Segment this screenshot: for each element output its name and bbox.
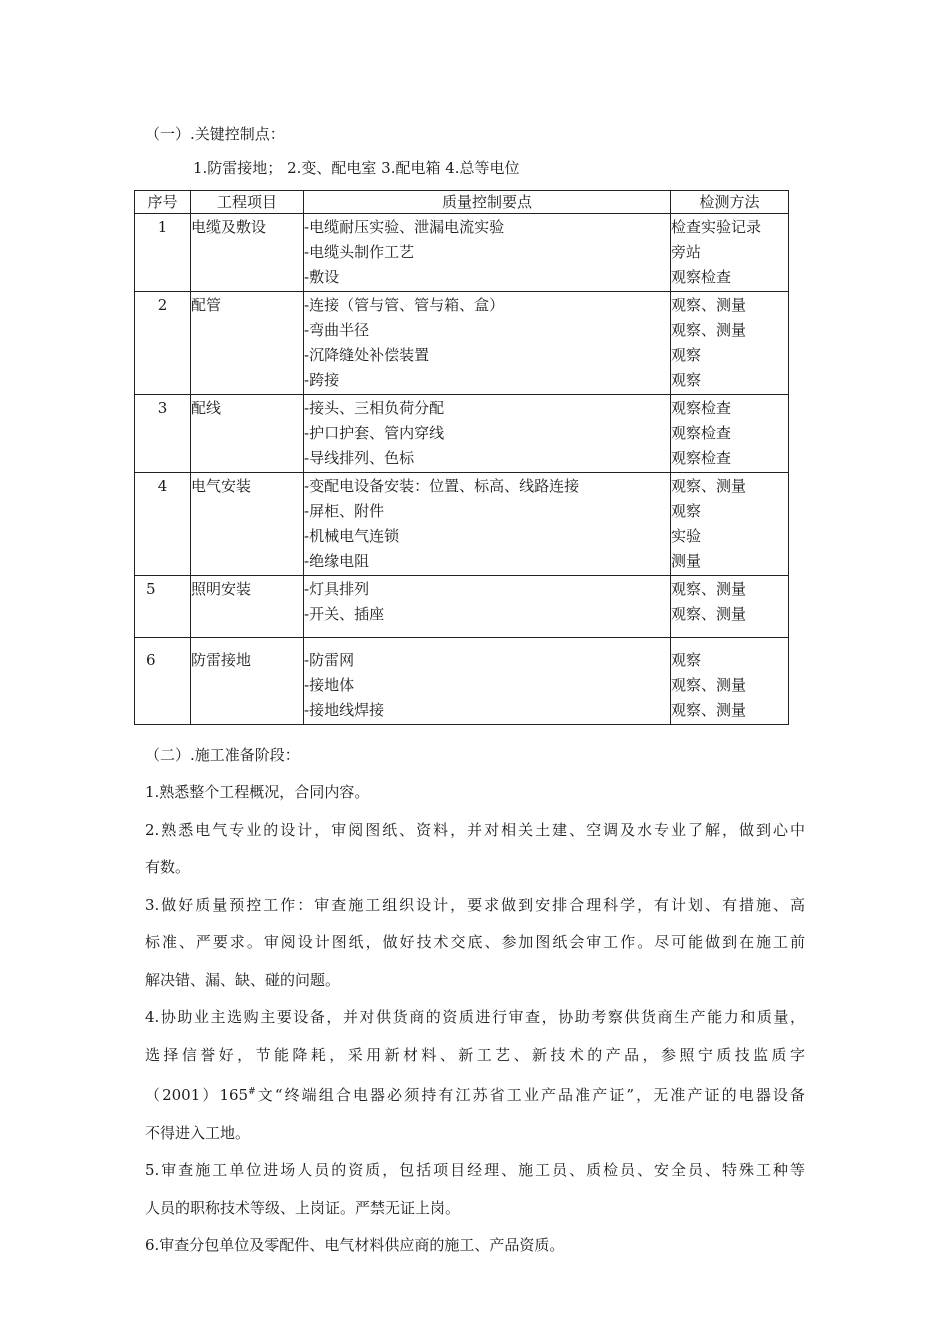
row-item: 电气安装 (191, 473, 304, 576)
prep-item-2-line: 2.熟悉电气专业的设计，审阅图纸、资料，并对相关土建、空调及水专业了解，做到心中 (145, 820, 805, 839)
row-number: 3 (135, 395, 191, 473)
row-number: 1 (135, 214, 191, 292)
section1-heading: （一）.关键控制点： (145, 125, 285, 143)
row-methods: 观察检查 观察检查 观察检查 (671, 395, 789, 473)
table-row (135, 473, 789, 576)
prep-item-5-line: 人员的职称技术等级、上岗证。严禁无证上岗。 (145, 1198, 461, 1217)
row-methods: 检查实验记录 旁站 观察检查 (671, 214, 789, 292)
prep-item-3-line: 标准、严要求。审阅设计图纸，做好技术交底、参加图纸会审工作。尽可能做到在施工前 (145, 933, 805, 951)
prep-item-4-line: 4.协助业主选购主要设备，并对供货商的资质进行审查，协助考察供货商生产能力和质量， (145, 1008, 805, 1026)
prep-item-3-line: 3.做好质量预控工作：审查施工组织设计，要求做到安排合理科学，有计划、有措施、高 (145, 895, 805, 914)
row-item: 配管 (191, 292, 304, 395)
table-row (135, 638, 789, 725)
row-methods: 观察、测量 观察、测量 (671, 576, 789, 638)
row-methods: 观察 观察、测量 观察、测量 (671, 638, 789, 725)
row-points: -连接（管与管、管与箱、盒） -弯曲半径 -沉降缝处补偿装置 -跨接 (304, 292, 671, 395)
row-number: 5 (135, 576, 191, 638)
row-item: 配线 (191, 395, 304, 473)
row-methods: 观察、测量 观察 实验 测量 (671, 473, 789, 576)
row-points: -变配电设备安装：位置、标高、线路连接 -屏柜、附件 -机械电气连锁 -绝缘电阻 (304, 473, 671, 576)
row-methods: 观察、测量 观察、测量 观察 观察 (671, 292, 789, 395)
prep-item-5-line: 5.审查施工单位进场人员的资质，包括项目经理、施工员、质检员、安全员、特殊工种等 (145, 1161, 805, 1179)
doc-quote: 文“终端组合电器必须持有江苏省工业产品准产证”，无准产证的电器设备 (255, 1086, 806, 1104)
key-control-points: 1.防雷接地； 2.变、配电室 3.配电箱 4.总等电位 (193, 159, 520, 177)
header-no: 序号 (135, 191, 191, 214)
table-row (135, 214, 789, 292)
table-row (135, 395, 789, 473)
row-item: 照明安装 (191, 576, 304, 638)
section2 (145, 743, 805, 1265)
row-item: 防雷接地 (191, 638, 304, 725)
header-points: 质量控制要点 (304, 191, 671, 214)
header-method: 检测方法 (671, 191, 789, 214)
table-header-row (135, 191, 789, 214)
row-points: -防雷网 -接地体 -接地线焊接 (304, 638, 671, 725)
row-points: -电缆耐压实验、泄漏电流实验 -电缆头制作工艺 -敷设 (304, 214, 671, 292)
table-row (135, 292, 789, 395)
prep-item-4-line: 选择信誉好，节能降耗，采用新材料、新工艺、新技术的产品，参照宁质技监质字 (145, 1045, 805, 1064)
row-number: 2 (135, 292, 191, 395)
prep-item-3-line: 解决错、漏、缺、碰的问题。 (145, 970, 341, 989)
doc-number: （2001）165 (145, 1086, 249, 1104)
header-item: 工程项目 (191, 191, 304, 214)
row-number: 6 (135, 638, 191, 725)
quality-control-table (134, 190, 789, 725)
doc-number-mark: # (248, 1087, 256, 1097)
row-item: 电缆及敷设 (191, 214, 304, 292)
prep-item-6: 6.审查分包单位及零配件、电气材料供应商的施工、产品资质。 (145, 1236, 565, 1254)
row-number: 4 (135, 473, 191, 576)
table-row (135, 576, 789, 638)
prep-item-2-line: 有数。 (145, 858, 191, 876)
section2-heading: （二）.施工准备阶段： (145, 746, 300, 764)
prep-item-4-line (145, 1074, 805, 1115)
prep-item-4-line: 不得进入工地。 (145, 1123, 251, 1142)
prep-item-1: 1.熟悉整个工程概况，合同内容。 (145, 783, 370, 801)
row-points: -接头、三相负荷分配 -护口护套、管内穿线 -导线排列、色标 (304, 395, 671, 473)
row-points: -灯具排列 -开关、插座 (304, 576, 671, 638)
